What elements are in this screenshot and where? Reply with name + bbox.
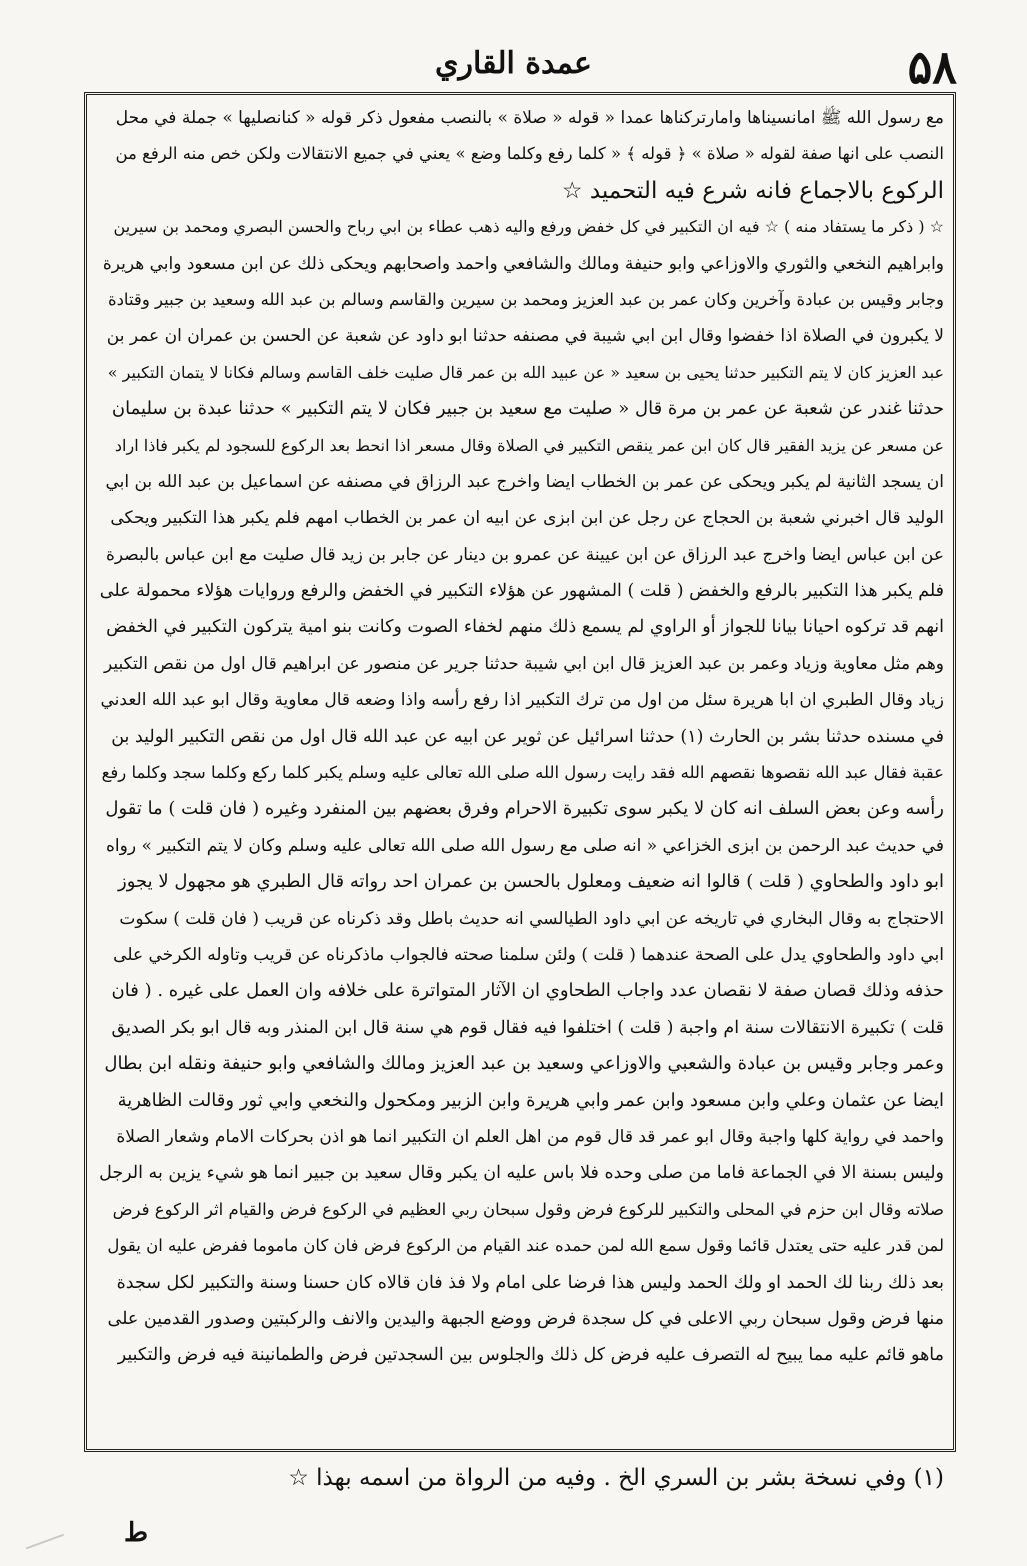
footnote: (۱) وفي نسخة بشر بن السري الخ . وفيه من الرواة من اسمه بهذا ☆ [288, 1465, 944, 1491]
text-line: فلم يكبر هذا التكبير بالرفع والخفض ( قلت ) المشهور عن هؤلاء التكبير في الخفض والرفع وروايات هؤلاء محمولة على [99, 581, 944, 602]
text-line: عقبة فقال عبد الله نقصوها نقصهم الله فقد رايت رسول الله صلى الله تعالى عليه وسلم يكبر كلما ركع وكلما سجد وكلما رفع [101, 763, 944, 783]
text-line: حذفه وذلك قصان صفة لا نقصان عدد واجاب الطحاوي ان الآثار المتواترة على خلافه وان العمل على غيره . ( فان [111, 980, 944, 1002]
running-title: عمدة القاري [435, 46, 592, 81]
text-line: الاحتجاج به وقال البخاري في تاريخه عن ابي داود الطيالسي انه حديث باطل وقد ذكرناه عن قريب ( فان قلت ) سكوت [119, 908, 944, 929]
text-line: النصب على انها صفة لقوله « صلاة » ﴿ قوله ﴾ « كلما رفع وكلما وضع » يعني في جميع الانتقالات ولكن خص منه الرفع من [115, 144, 944, 164]
text-line: وليس بسنة الا في الجماعة فاما من صلى وحده فلا باس عليه ان يكبر وقال سعيد بن جبير انما هو شيء يزين به الرجل [99, 1163, 944, 1184]
text-line: ابي داود والطحاوي يدل على الصحة عندهما ( قلت ) ولئن سلمنا صحته فالجواب ماذكرناه عن قريب وتاوله الكرخي على [113, 944, 944, 965]
text-line: ☆ ( ذكر ما يستفاد منه ) ☆ فيه ان التكبير في كل خفض ورفع واليه ذهب عطاء بن ابي رباح والحسن البصري ومحمد بن سيرين [113, 217, 944, 237]
text-line: مع رسول الله ﷺ امانسيناها وامارتركناها عمدا « قوله « صلاة » بالنصب مفعول ذكر قوله « كنانصليها » جملة في محل [115, 108, 944, 128]
text-line: منها فرض وقول سبحان ربي الاعلى في كل سجدة فرض ووضع الجبهة واليدين والانف والركبتين وصدور القدمين على [107, 1308, 944, 1329]
main-text-block [96, 100, 944, 1440]
text-line: انهم قد تركوه احيانا بيانا للجواز أو الراوي لم يسمع ذلك منهم لخفاء الصوت وكانت بنو امية يتركون التكبير في الخفض [106, 617, 944, 638]
text-line: عن مسعر عن يزيد الفقير قال كان ابن عمر ينقص التكبير في الصلاة وقال مسعر اذا انحط بعد الركوع للسجود لم يكبر فاذا اراد [114, 435, 944, 455]
text-line: ايضا عن عثمان وعلي وابن مسعود وابن عمر وابي هريرة وابن الزبير ومكحول والنخعي وابي ثور وقالت الظاهرية [117, 1089, 944, 1111]
text-line: لمن قدر عليه حتى يعتدل قائما وقول سمع الله لمن حمده عند القيام من الركوع فرض فان كان ماموما ففرض عليه ان يقول [107, 1236, 944, 1256]
text-line: وعمر وجابر وقيس بن عبادة والشعبي والاوزاعي وسعيد بن عبد العزيز ومالك والشافعي وابو حنيفة ونقله ابن بطال [104, 1053, 944, 1075]
text-line: وجابر وقيس بن عبادة وآخرين وكان عمر بن عبد العزيز ومحمد بن سيرين والقاسم وسالم بن عبد الله وسعيد بن جبير وقتادة [107, 289, 944, 309]
scan-artifact [26, 1534, 70, 1566]
text-line: ان يسجد الثانية لم يكبر ويحكى عن عمر بن الخطاب ايضا واخرج عبد الرزاق في مصنفه عن اسماعيل بن عبد الله بن ابي [105, 471, 944, 492]
text-line: رأسه وعن بعض السلف انه كان لا يكبر سوى تكبيرة الاحرام وفرق بعضهم بين المنفرد وغيره ( فان قلت ) ما تقول [105, 798, 944, 820]
text-line: عن ابن عباس ايضا واخرج عبد الرزاق عن ابن عيينة عن عمرو بن دينار عن جابر بن زيد قال صليت مع ابن عباس بالبصرة [106, 544, 944, 565]
text-line: الركوع بالاجماع فانه شرع فيه التحميد ☆ [561, 177, 944, 204]
text-line: صلاته وقال ابن حزم في المحلى والتكبير للركوع فرض وقول سبحان ربي العظيم في الركوع فرض والقيام اثر الركوع فرض [112, 1199, 944, 1219]
text-line: الوليد قال اخبرني شعبة بن الحجاج عن رجل عن ابن ابزى عن ابيه ان عمر بن الخطاب امهم فلم يكبر هذا التكبير ويحكى [110, 508, 944, 529]
text-line: وهم مثل معاوية وزياد وعمر بن عبد العزيز قال ابن ابي شيبة حدثنا جرير عن منصور عن ابراهيم قال اول من نقص التكبير [103, 653, 944, 674]
text-line: واحمد في رواية كلها واجبة وقال ابو عمر قد قال قوم من اهل العلم ان التكبير انما هو اذن بحركات الامام وشعار الصلاة [116, 1126, 944, 1147]
text-line: حدثنا غندر عن شعبة عن عمر بن مرة قال « صليت مع سعيد بن جبير فكان لا يتم التكبير » حدثنا عبدة بن سليمان [111, 398, 944, 420]
text-line: في مسنده حدثنا بشر بن الحارث (۱) حدثنا اسرائيل عن ثوير عن ابيه عن عبد الله قال اول من نقص التكبير الوليد بن [111, 726, 944, 747]
text-line: ماهو قائم عليه مما يبيح له التصرف عليه فرض كل ذلك والجلوس بين السجدتين فرض والطمانينة فيه فرض والتكبير [117, 1345, 944, 1366]
text-line: في حديث عبد الرحمن بن ابزى الخزاعي « انه صلى مع رسول الله صلى الله تعالى عليه وسلم وكان لا يتم التكبير » رواه [106, 835, 944, 856]
page-number: ۵۸ [907, 40, 957, 94]
text-line: ابو داود والطحاوي ( قلت ) قالوا انه ضعيف ومعلول بالحسن بن عمران احد رواته قال الطبري هو مجهول لا يجوز [118, 871, 944, 893]
text-line: زياد وقال الطبري ان ابا هريرة سئل من اول من ترك التكبير اذا رفع رأسه واذا وضعه قال معاوية وقال ابو عبد الله العدني [100, 690, 944, 711]
text-line: بعد ذلك ربنا لك الحمد او ولك الحمد وليس هذا فرضا على امام ولا فذ فان قالاه كان حسنا وسنة والتكبير لكل سجدة [116, 1272, 944, 1293]
text-line: لا يكبرون في الصلاة اذا خفضوا وقال ابن ابي شيبة في مصنفه حدثنا ابو داود عن شعبة عن الحسن بن عمران ان عمر بن [106, 326, 944, 347]
text-line: وابراهيم النخعي والثوري والاوزاعي وابو حنيفة ومالك والشافعي واحمد واصحابهم ويحكى ذلك عن ابن مسعود وابي هريرة [102, 253, 944, 274]
text-line: قلت ) تكبيرة الانتقالات سنة ام واجبة ( قلت ) اختلفوا فيه فقال قوم هي سنة قال ابن المنذر وبه قال ابو بكر الصديق [111, 1017, 944, 1038]
text-line: عبد العزيز كان لا يتم التكبير حدثنا يحيى بن سعيد « عن عبيد الله بن عمر قال صليت خلف القاسم وسالم فكانا لا يتمان التكبير » [107, 362, 944, 382]
signature-mark: ط [124, 1518, 149, 1548]
page-header [60, 40, 967, 100]
